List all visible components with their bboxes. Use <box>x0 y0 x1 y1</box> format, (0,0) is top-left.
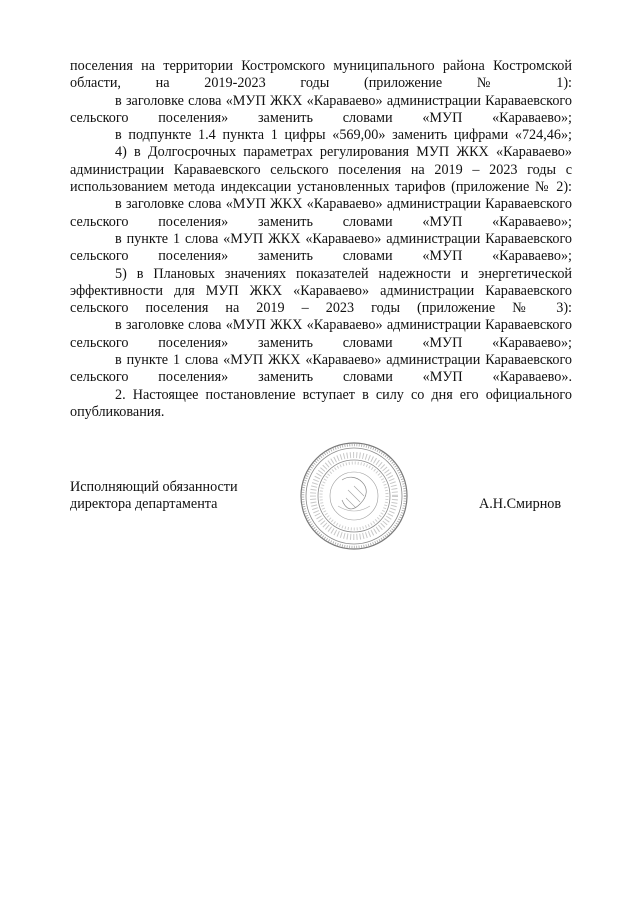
paragraph-continuation: поселения на территории Костромского муниципального района Костромской области, на 2019-2023 годы (приложение № 1): <box>70 58 572 92</box>
signatory-position-line: Исполняющий обязанности <box>70 479 238 495</box>
paragraph-item: в пункте 1 слова «МУП ЖКХ «Караваево» администрации Караваевского сельского поселения» заменить словами «МУП «Караваево»; <box>70 230 572 265</box>
paragraph-item: в пункте 1 слова «МУП ЖКХ «Караваево» администрации Караваевского сельского поселения» заменить словами «МУП «Караваево». <box>70 352 572 386</box>
signatory-position-line: директора департамента <box>70 496 218 513</box>
paragraph-item: 5) в Плановых значениях показателей надежности и энергетической эффективности для МУП ЖКХ «Караваево» администрации Караваевского сельского поселения на 2019 – 2023 годы (приложение № 3): <box>70 265 572 317</box>
document-body <box>70 58 572 421</box>
signatory-position <box>70 479 238 514</box>
official-seal-icon <box>298 440 410 552</box>
paragraph-final-clause: 2. Настоящее постановление вступает в силу со дня его официального опубликования. <box>70 386 572 420</box>
paragraph-item: в заголовке слова «МУП ЖКХ «Караваево» администрации Караваевского сельского поселения» заменить словами «МУП «Караваево»; <box>70 317 572 351</box>
paragraph-item: в подпункте 1.4 пункта 1 цифры «569,00» заменить цифрами «724,46»; <box>115 127 572 144</box>
paragraph-item: в заголовке слова «МУП ЖКХ «Караваево» администрации Караваевского сельского поселения» заменить словами «МУП «Караваево»; <box>70 196 572 230</box>
signatory-name: А.Н.Смирнов <box>479 496 562 512</box>
paragraph-item: 4) в Долгосрочных параметрах регулирования МУП ЖКХ «Караваево» администрации Караваевского сельского поселения на 2019 – 2023 годы с использованием метода индексации установленных тарифов (приложение № 2): <box>70 144 572 196</box>
paragraph-item: в заголовке слова «МУП ЖКХ «Караваево» администрации Караваевского сельского поселения» заменить словами «МУП «Караваево»; <box>70 92 572 126</box>
